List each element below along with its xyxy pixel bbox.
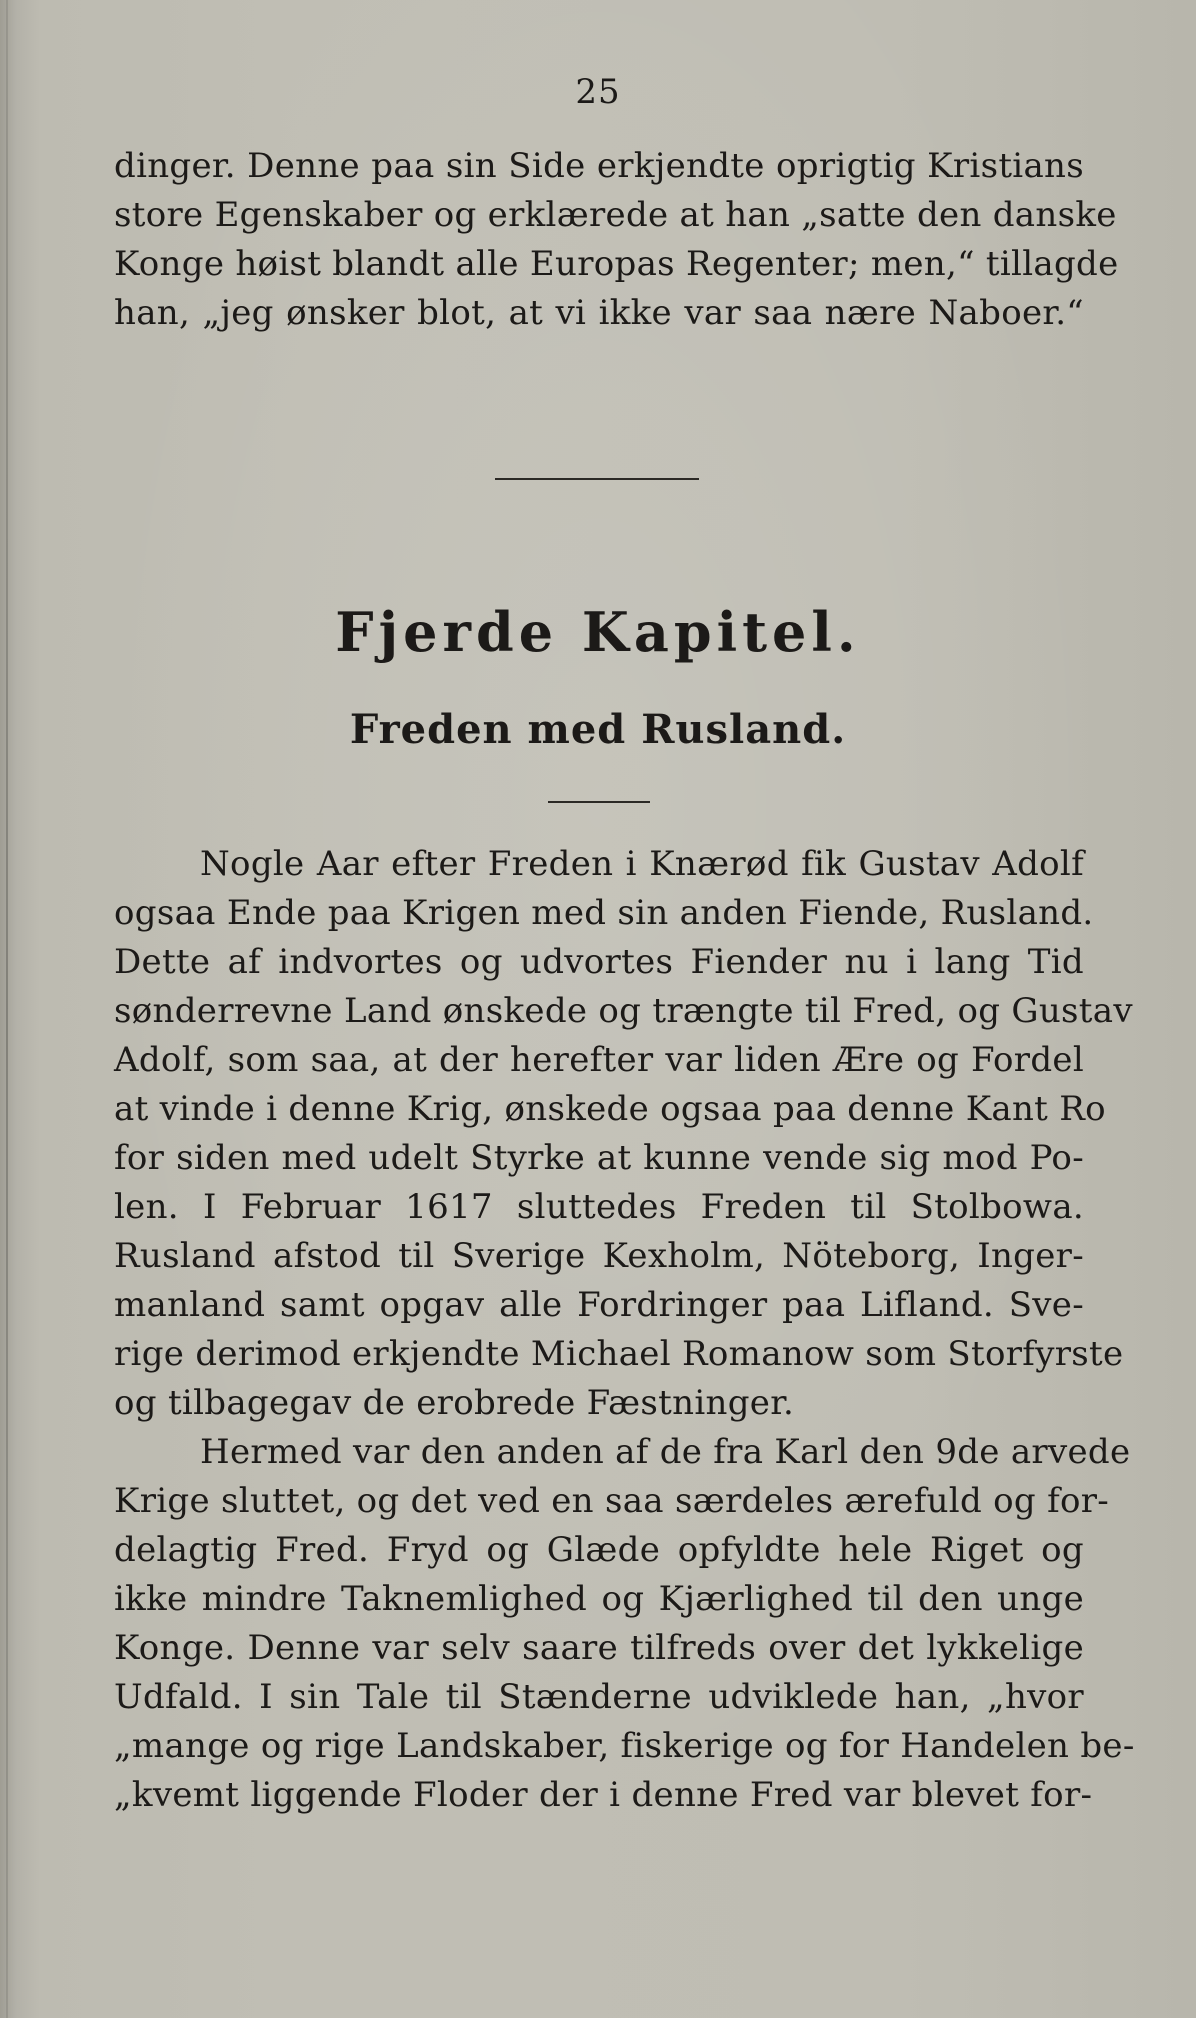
text-line: for siden med udelt Styrke at kunne vende sig mod Po- [114,1138,1084,1178]
text-line: Rusland afstod til Sverige Kexholm, Nöteborg, Inger- [114,1236,1084,1276]
paragraph-3 [114,1428,1135,1820]
section-divider [495,478,699,480]
text-line: store Egenskaber og erklærede at han „satte den danske [114,195,1117,235]
text-line: rige derimod erkjendte Michael Romanow som Storfyrste [114,1334,1124,1374]
page-number: 25 [575,72,621,112]
text-line: manland samt opgav alle Fordringer paa Lifland. Sve- [114,1285,1084,1325]
text-line: delagtig Fred. Fryd og Glæde opfyldte hele Riget og [114,1530,1084,1570]
text-line: Hermed var den anden af de fra Karl den 9de arvede [200,1432,1131,1472]
page-edge-shadow [6,0,8,2018]
text-line: sønderrevne Land ønskede og trængte til Fred, og Gustav [114,991,1133,1031]
body-text [114,840,1135,1820]
text-line: Adolf, som saa, at der herefter var liden Ære og Fordel [114,1040,1084,1080]
text-line: len. I Februar 1617 sluttedes Freden til Stolbowa. [114,1187,1084,1227]
text-line: at vinde i denne Krig, ønskede ogsaa paa denne Kant Ro [114,1089,1106,1129]
paragraph-1 [114,142,1119,338]
text-line: Dette af indvortes og udvortes Fiender nu i lang Tid [114,942,1084,982]
chapter-title: Fjerde Kapitel. [335,600,861,664]
title-divider [548,801,650,803]
text-line: han, „jeg ønsker blot, at vi ikke var saa nære Naboer.“ [114,293,1084,333]
text-line: ikke mindre Taknemlighed og Kjærlighed til den unge [114,1579,1084,1619]
text-line: dinger. Denne paa sin Side erkjendte oprigtig Kristians [114,146,1084,186]
text-line: og tilbagegav de erobrede Fæstninger. [114,1383,795,1423]
chapter-subtitle: Freden med Rusland. [349,706,847,753]
paragraph-2 [114,840,1133,1428]
text-line: Nogle Aar efter Freden i Knærød fik Gustav Adolf [200,844,1084,884]
text-line: Konge høist blandt alle Europas Regenter; men,“ tillagde [114,244,1119,284]
text-line: Krige sluttet, og det ved en saa særdeles ærefuld og for- [114,1481,1110,1521]
text-line: ogsaa Ende paa Krigen med sin anden Fiende, Rusland. [114,893,1094,933]
text-line: Konge. Denne var selv saare tilfreds over det lykkelige [114,1628,1084,1668]
text-line: „kvemt liggende Floder der i denne Fred var blevet for- [114,1775,1093,1815]
text-line: „mange og rige Landskaber, fiskerige og for Handelen be- [114,1726,1135,1766]
text-line: Udfald. I sin Tale til Stænderne udviklede han, „hvor [114,1677,1084,1717]
